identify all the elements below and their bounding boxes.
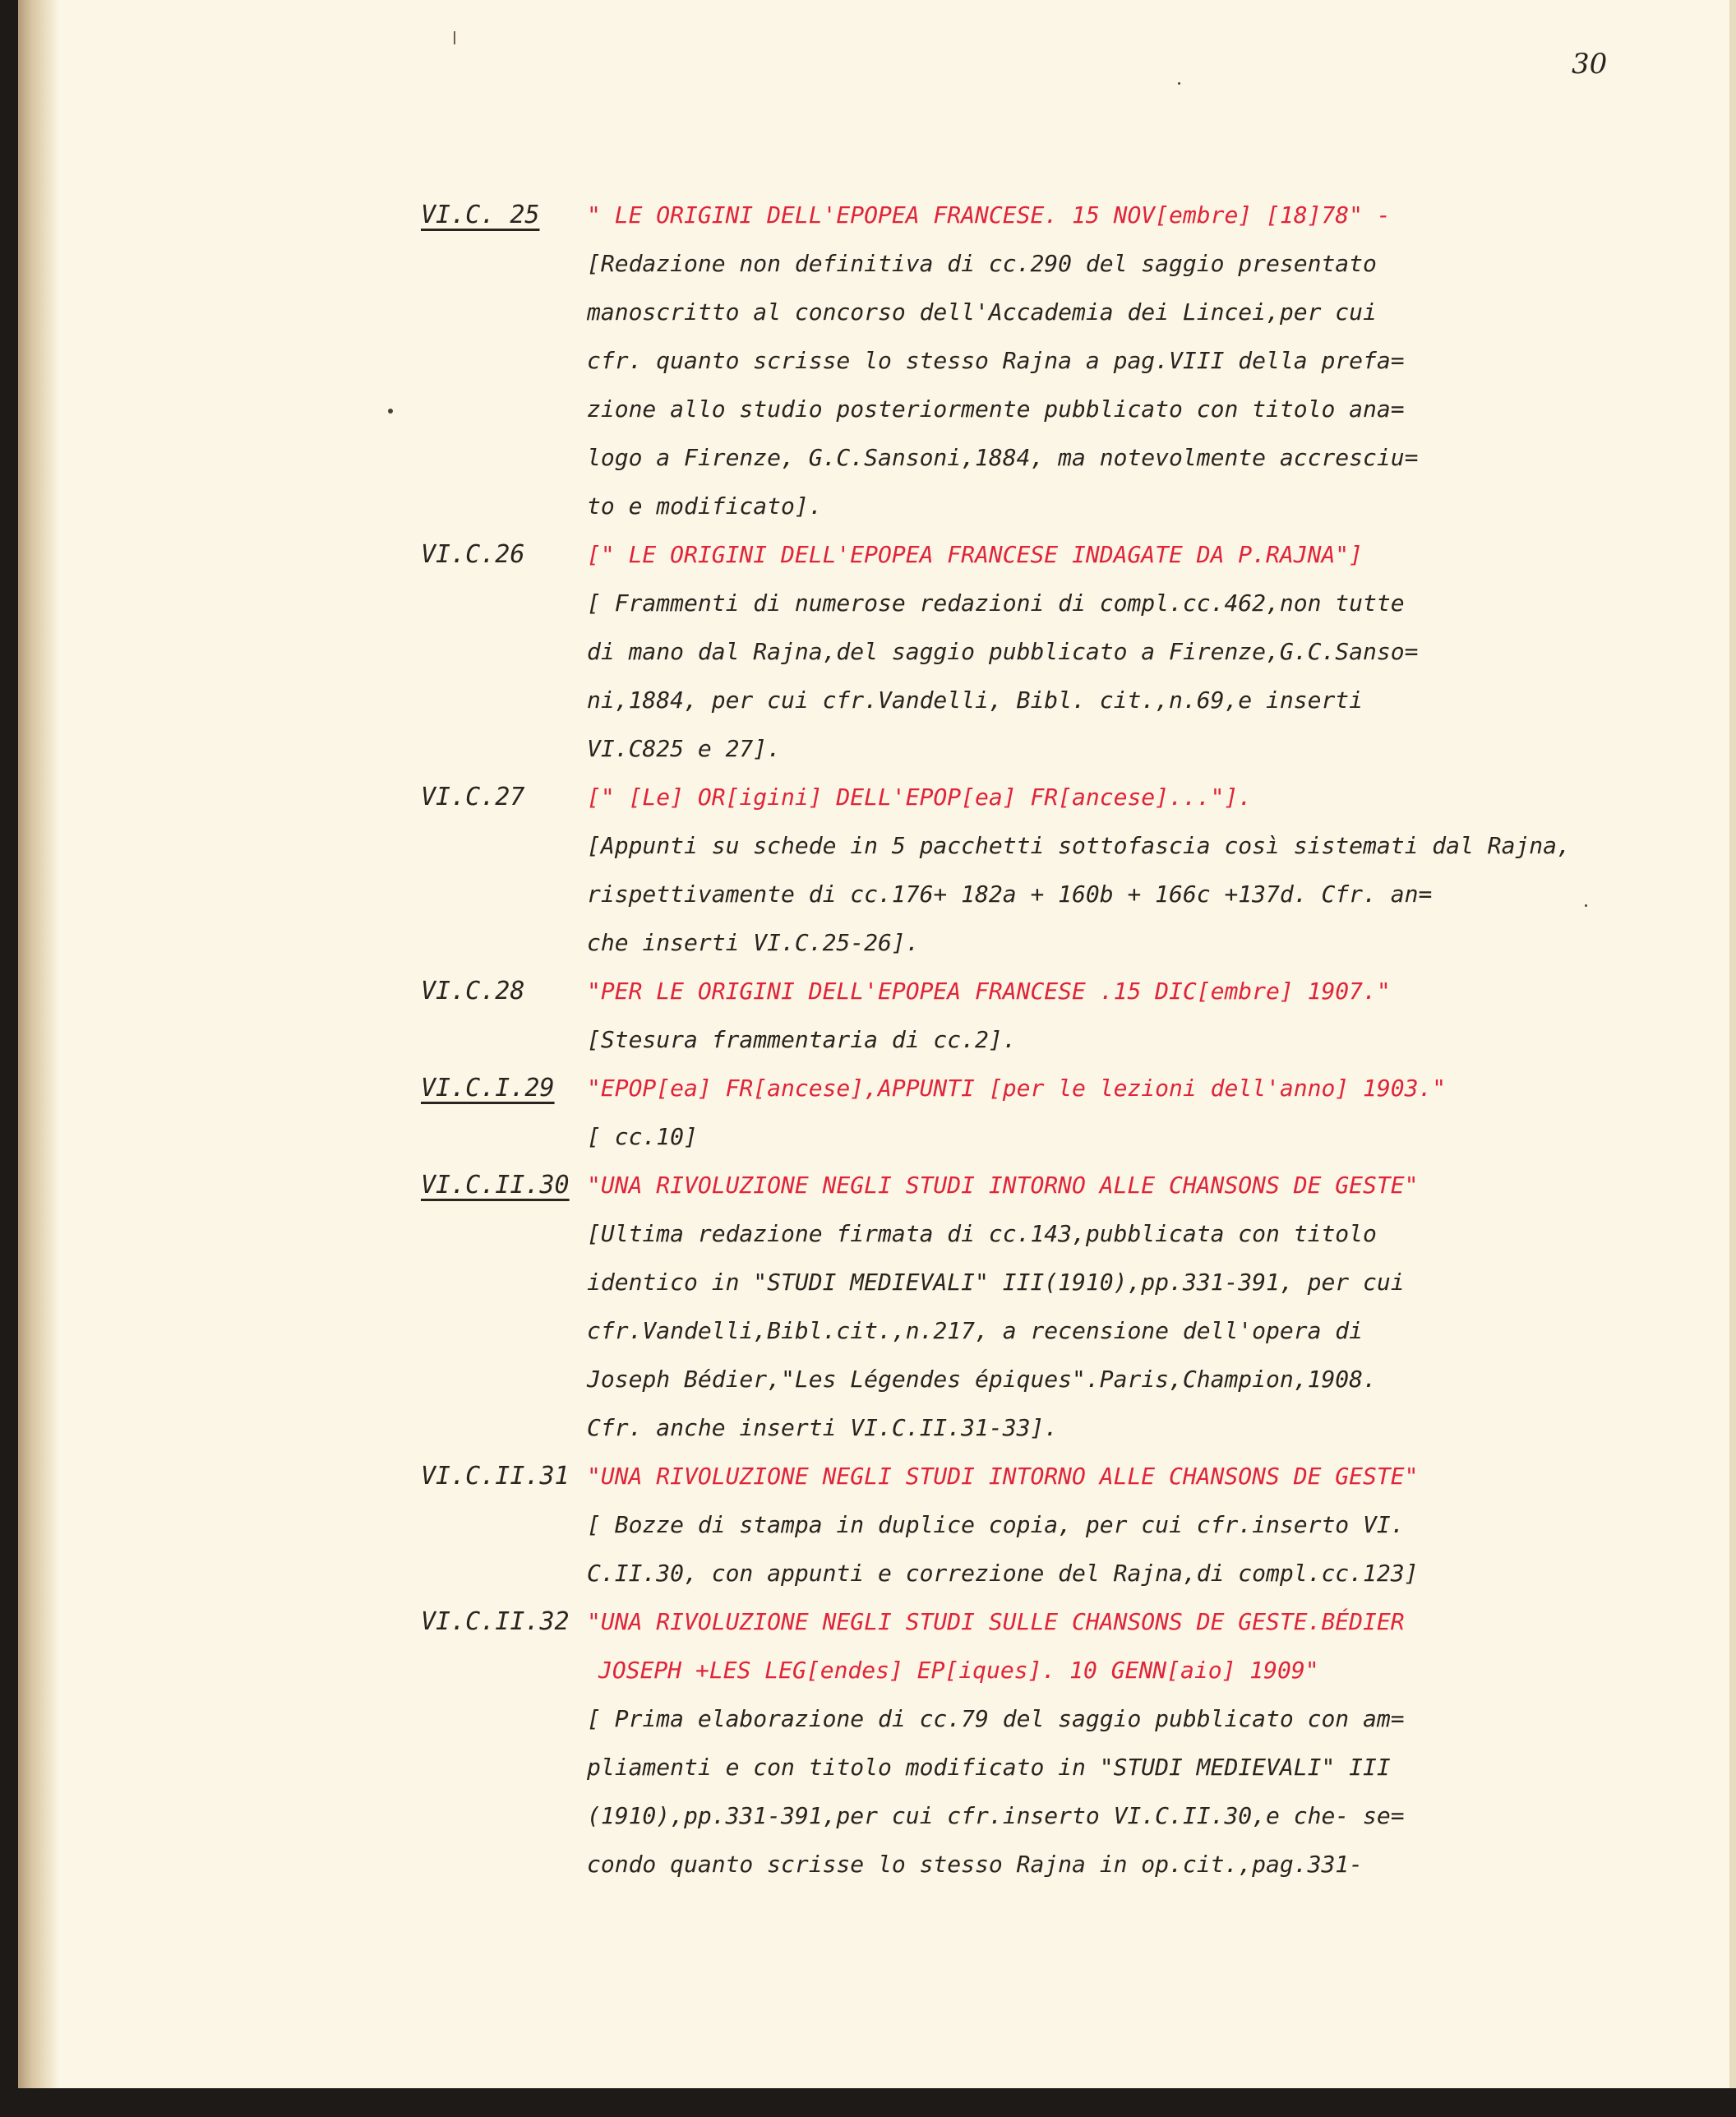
entry-title-line: JOSEPH +LES LEG[endes] EP[iques]. 10 GENN[aio] 1909" bbox=[598, 1657, 1319, 1684]
entry-description-line: ni,1884, per cui cfr.Vandelli, Bibl. cit.,n.69,e inserti bbox=[587, 686, 1364, 714]
inventory-entry bbox=[18, 1452, 1736, 1597]
entry-description-line: rispettivamente di cc.176+ 182a + 160b + 166c +137d. Cfr. an= bbox=[587, 881, 1433, 908]
entry-title-line: "EPOP[ea] FR[ancese],APPUNTI [per le lezioni dell'anno] 1903." bbox=[587, 1075, 1447, 1102]
entry-title-line: [" [Le] OR[igini] DELL'EPOP[ea] FR[ancese]..."]. bbox=[587, 783, 1253, 811]
entry-title bbox=[587, 1452, 1614, 1500]
entry-title-line: "UNA RIVOLUZIONE NEGLI STUDI INTORNO ALLE CHANSONS DE GESTE" bbox=[587, 1172, 1419, 1199]
entry-description-line: [ Prima elaborazione di cc.79 del saggio pubblicato con am= bbox=[587, 1705, 1405, 1732]
entry-description-line: [Appunti su schede in 5 pacchetti sottofascia così sistemati dal Rajna, bbox=[587, 832, 1571, 859]
entry-title bbox=[587, 967, 1614, 1015]
entry-description bbox=[587, 579, 1614, 773]
stray-mark bbox=[1178, 82, 1180, 85]
entry-body bbox=[587, 191, 1614, 530]
entry-title bbox=[587, 1064, 1614, 1112]
entry-title bbox=[587, 1161, 1614, 1209]
inventory-entry bbox=[18, 191, 1736, 530]
entry-id: VI.C.I.29 bbox=[421, 1074, 555, 1102]
entry-description-line: [ cc.10] bbox=[587, 1123, 698, 1150]
entry-body bbox=[587, 1064, 1614, 1161]
entry-id: VI.C.II.30 bbox=[421, 1171, 570, 1199]
inventory-entry bbox=[18, 967, 1736, 1064]
entry-description-line: logo a Firenze, G.C.Sansoni,1884, ma notevolmente accresciu= bbox=[587, 444, 1419, 471]
entry-description-line: [Ultima redazione firmata di cc.143,pubblicata con titolo bbox=[587, 1220, 1377, 1247]
inventory-entry bbox=[18, 1161, 1736, 1452]
entry-title bbox=[587, 1597, 1614, 1694]
stray-mark bbox=[454, 31, 455, 44]
entry-description-line: to e modificato]. bbox=[587, 492, 823, 520]
entry-title bbox=[587, 191, 1614, 239]
entry-id: VI.C.28 bbox=[421, 977, 525, 1005]
entry-description-line: manoscritto al concorso dell'Accademia dei Lincei,per cui bbox=[587, 298, 1377, 326]
entry-description-line: cfr.Vandelli,Bibl.cit.,n.217, a recensione dell'opera di bbox=[587, 1317, 1364, 1344]
inventory-entry bbox=[18, 1064, 1736, 1161]
entry-id: VI.C.27 bbox=[421, 783, 525, 811]
entry-title-line: " LE ORIGINI DELL'EPOPEA FRANCESE. 15 NOV[embre] [18]78" - bbox=[587, 201, 1391, 229]
entry-description bbox=[587, 1015, 1614, 1064]
entry-description bbox=[587, 1694, 1614, 1888]
entry-title bbox=[587, 530, 1614, 579]
entry-description-line: [Redazione non definitiva di cc.290 del saggio presentato bbox=[587, 250, 1377, 277]
entry-description-line: Joseph Bédier,"Les Légendes épiques".Paris,Champion,1908. bbox=[587, 1366, 1377, 1393]
entry-body bbox=[587, 773, 1614, 967]
inventory-entries bbox=[18, 191, 1736, 1888]
entry-body bbox=[587, 967, 1614, 1064]
entry-description-line: Cfr. anche inserti VI.C.II.31-33]. bbox=[587, 1414, 1059, 1441]
entry-body bbox=[587, 1452, 1614, 1597]
entry-description bbox=[587, 1209, 1614, 1452]
entry-body bbox=[587, 530, 1614, 773]
entry-title bbox=[587, 773, 1614, 821]
entry-description-line: (1910),pp.331-391,per cui cfr.inserto VI.C.II.30,e che- se= bbox=[587, 1802, 1405, 1829]
entry-description-line: VI.C825 e 27]. bbox=[587, 735, 782, 762]
entry-description-line: pliamenti e con titolo modificato in "STUDI MEDIEVALI" III bbox=[587, 1754, 1391, 1781]
inventory-entry bbox=[18, 773, 1736, 967]
document-page bbox=[18, 0, 1736, 2088]
inventory-entry bbox=[18, 1597, 1736, 1888]
entry-id: VI.C.26 bbox=[421, 540, 525, 569]
entry-title-line: "PER LE ORIGINI DELL'EPOPEA FRANCESE .15 DIC[embre] 1907." bbox=[587, 978, 1391, 1005]
entry-id: VI.C. 25 bbox=[421, 201, 540, 229]
entry-description-line: che inserti VI.C.25-26]. bbox=[587, 929, 920, 956]
entry-description-line: [ Frammenti di numerose redazioni di compl.cc.462,non tutte bbox=[587, 589, 1405, 617]
entry-description bbox=[587, 1112, 1614, 1161]
entry-description-line: condo quanto scrisse lo stesso Rajna in op.cit.,pag.331- bbox=[587, 1851, 1364, 1878]
entry-description-line: [Stesura frammentaria di cc.2]. bbox=[587, 1026, 1017, 1053]
inventory-entry bbox=[18, 530, 1736, 773]
entry-description-line: cfr. quanto scrisse lo stesso Rajna a pag.VIII della prefa= bbox=[587, 347, 1405, 374]
entry-description bbox=[587, 1500, 1614, 1597]
entry-title-line: "UNA RIVOLUZIONE NEGLI STUDI INTORNO ALLE CHANSONS DE GESTE" bbox=[587, 1463, 1419, 1490]
entry-body bbox=[587, 1161, 1614, 1452]
entry-description bbox=[587, 821, 1614, 967]
entry-description-line: C.II.30, con appunti e correzione del Rajna,di compl.cc.123] bbox=[587, 1560, 1419, 1587]
entry-title-line: "UNA RIVOLUZIONE NEGLI STUDI SULLE CHANSONS DE GESTE.BÉDIER bbox=[587, 1608, 1405, 1635]
entry-description bbox=[587, 239, 1614, 530]
entry-body bbox=[587, 1597, 1614, 1888]
page-number: 30 bbox=[1572, 48, 1608, 81]
entry-id: VI.C.II.31 bbox=[421, 1462, 570, 1491]
entry-description-line: identico in "STUDI MEDIEVALI" III(1910),pp.331-391, per cui bbox=[587, 1269, 1405, 1296]
entry-description-line: zione allo studio posteriormente pubblicato con titolo ana= bbox=[587, 395, 1405, 423]
entry-id: VI.C.II.32 bbox=[421, 1607, 570, 1636]
entry-title-line: [" LE ORIGINI DELL'EPOPEA FRANCESE INDAGATE DA P.RAJNA"] bbox=[587, 541, 1364, 568]
entry-description-line: di mano dal Rajna,del saggio pubblicato a Firenze,G.C.Sanso= bbox=[587, 638, 1419, 665]
entry-description-line: [ Bozze di stampa in duplice copia, per cui cfr.inserto VI. bbox=[587, 1511, 1405, 1538]
